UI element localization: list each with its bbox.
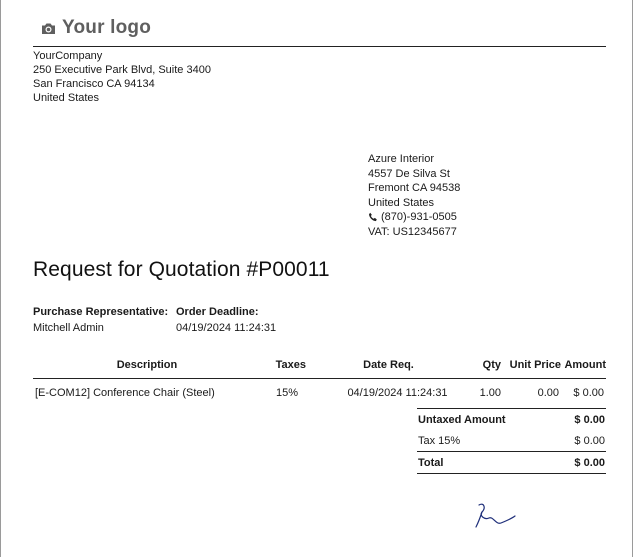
company-logo — [41, 17, 151, 39]
company-address — [33, 49, 211, 105]
col-header-unit-price: Unit Price — [501, 358, 561, 379]
tax-label: Tax 15% — [418, 434, 461, 447]
col-header-description: Description — [33, 358, 261, 379]
company-address-line1: 250 Executive Park Blvd, Suite 3400 — [33, 64, 211, 76]
col-header-taxes: Taxes — [261, 358, 306, 379]
vendor-country: United States — [368, 196, 435, 209]
phone-icon — [368, 212, 378, 222]
company-country: United States — [33, 92, 100, 104]
cell-description: [E-COM12] Conference Chair (Steel) — [35, 387, 215, 399]
totals-block — [417, 408, 606, 474]
total-value: $ 0.00 — [574, 456, 605, 469]
table-row — [33, 379, 606, 400]
logo-text: Your logo — [62, 17, 152, 38]
vendor-street: 4557 De Silva St — [368, 167, 450, 180]
cell-unit-price: 0.00 — [537, 387, 559, 399]
order-deadline-block — [176, 304, 276, 336]
tax-value: $ 0.00 — [574, 434, 605, 447]
vendor-phone-row — [368, 210, 460, 225]
order-deadline-label: Order Deadline: — [176, 306, 259, 318]
cell-qty: 1.00 — [479, 387, 501, 399]
order-lines-table — [33, 358, 606, 399]
company-address-line2: San Francisco CA 94134 — [33, 78, 155, 90]
untaxed-amount-value: $ 0.00 — [574, 413, 605, 426]
purchase-rep-label: Purchase Representative: — [33, 306, 169, 318]
purchase-rep-block — [33, 304, 168, 336]
vendor-city: Fremont CA 94538 — [368, 182, 461, 194]
vendor-address — [368, 152, 460, 239]
total-row — [417, 451, 606, 474]
company-name: YourCompany — [33, 50, 103, 62]
col-header-date-req: Date Req. — [306, 358, 471, 379]
purchase-rep-value: Mitchell Admin — [33, 322, 104, 334]
camera-icon — [41, 22, 56, 35]
cell-taxes: 15% — [275, 387, 298, 399]
col-header-qty: Qty — [471, 358, 501, 379]
header-divider — [33, 46, 606, 47]
untaxed-amount-label: Untaxed Amount — [418, 413, 506, 426]
table-header-row — [33, 358, 606, 379]
tax-row — [417, 430, 606, 451]
vendor-vat: VAT: US12345677 — [368, 225, 457, 238]
untaxed-amount-row — [417, 408, 606, 430]
signature-mark — [473, 500, 521, 535]
cell-amount: $ 0.00 — [573, 387, 604, 399]
vendor-phone: (870)-931-0505 — [381, 211, 457, 223]
total-label: Total — [418, 456, 444, 469]
cell-date-req: 04/19/2024 11:24:31 — [347, 387, 448, 399]
col-header-amount: Amount — [561, 358, 606, 379]
page-title: Request for Quotation #P00011 — [33, 258, 330, 281]
order-deadline-value: 04/19/2024 11:24:31 — [176, 322, 277, 334]
vendor-name: Azure Interior — [368, 153, 435, 165]
